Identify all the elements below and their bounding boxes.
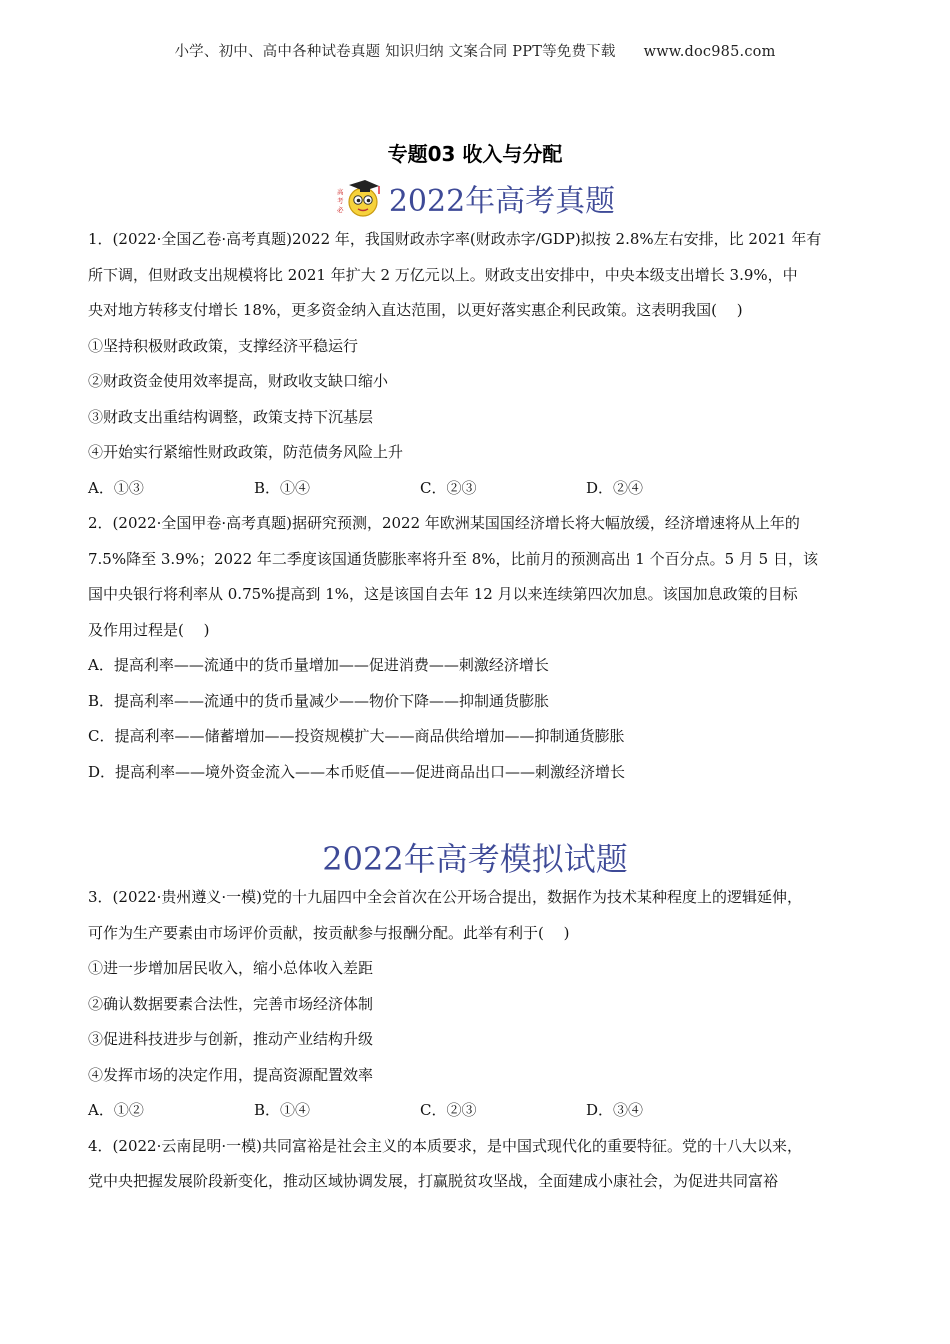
option-c[interactable]: C．提高利率——储蓄增加——投资规模扩大——商品供给增加——抑制通货膨胀 [88,727,625,745]
statement-item: ②确认数据要素合法性，完善市场经济体制 [88,994,374,1013]
statement-item: ①进一步增加居民收入，缩小总体收入差距 [88,959,374,977]
option-c[interactable]: C．②③ [420,1101,477,1119]
document-title: 专题03 收入与分配 [387,142,563,166]
question-2 [88,506,866,790]
section-banner-text: 2022年高考真题 [388,184,616,219]
option-b[interactable]: B．①④ [254,478,311,497]
option-d[interactable]: D．③④ [586,1101,644,1119]
question-stem-line: 4．(2022·云南昆明·一模)共同富裕是社会主义的本质要求，是中国式现代化的重要特征。党的十八大以来， [88,1136,802,1155]
question-stem-line: 所下调，但财政支出规模将比 2021 年扩大 2 万亿元以上。财政支出安排中，中央本级支出增长 3.9%，中 [88,265,798,284]
section-mock-exam-content [88,880,866,1200]
question-4 [88,1129,866,1200]
option-c[interactable]: C．②③ [420,478,477,497]
header-text: 小学、初中、高中各种试卷真题 知识归纳 文案合同 PPT等免费下载 [174,44,616,60]
option-a[interactable]: A．提高利率——流通中的货币量增加——促进消费——刺激经济增长 [88,656,549,674]
statement-item: ④开始实行紧缩性财政政策，防范债务风险上升 [88,443,404,461]
question-stem-line: 1．(2022·全国乙卷·高考真题)2022 年，我国财政赤字率(财政赤字/GDP)拟按 2.8%左右安排，比 2021 年有 [88,230,822,248]
question-stem-line: 2．(2022·全国甲卷·高考真题)据研究预测，2022 年欧洲某国国经济增长将大幅放缓，经济增速将从上年的 [88,514,800,532]
statement-item: ①坚持积极财政政策，支撑经济平稳运行 [88,336,359,355]
question-stem-line: 7.5%降至 3.9%；2022 年二季度该国通货膨胀率将升至 8%，比前月的预测高出 1 个百分点。5 月 5 日，该 [88,549,818,568]
statement-item: ③财政支出重结构调整，政策支持下沉基层 [88,407,374,426]
question-stem-line: 国中央银行将利率从 0.75%提高到 1%，这是该国自去年 12 月以来连续第四次加息。该国加息政策的目标 [88,585,798,603]
section-banner-real-exam [0,176,950,228]
page-header [0,40,950,61]
question-3 [88,880,866,1129]
statement-item: ③促进科技进步与创新，推动产业结构升级 [88,1030,374,1048]
option-d[interactable]: D．②④ [586,478,644,497]
option-a[interactable]: A．①② [88,1101,144,1119]
answer-options [88,471,866,507]
section-banner-mock-exam [0,834,950,880]
question-stem-line: 党中央把握发展阶段新变化，推动区域协调发展，打赢脱贫攻坚战，全面建成小康社会，为促进共同富裕 [88,1172,779,1190]
question-stem-line: 及作用过程是( ) [88,620,210,639]
question-stem-line: 可作为生产要素由市场评价贡献，按贡献参与报酬分配。此举有利于( ) [88,923,570,942]
option-b[interactable]: B．①④ [254,1101,311,1119]
svg-text:必: 必 [336,206,344,214]
option-b[interactable]: B．提高利率——流通中的货币量减少——物价下降——抑制通货膨胀 [88,691,550,710]
section-real-exam-content [88,222,866,790]
mascot-icon [335,176,383,220]
option-a[interactable]: A．①③ [88,478,144,497]
answer-options [88,1093,866,1129]
option-d[interactable]: D．提高利率——境外资金流入——本币贬值——促进商品出口——刺激经济增长 [88,762,626,781]
statement-item: ②财政资金使用效率提高，财政收支缺口缩小 [88,372,389,390]
question-stem-line: 3．(2022·贵州遵义·一模)党的十九届四中全会首次在公开场合提出，数据作为技术某种程度上的逻辑延伸， [88,888,802,906]
header-url[interactable]: www.doc985.com [643,44,776,60]
statement-item: ④发挥市场的决定作用，提高资源配置效率 [88,1065,374,1084]
question-1 [88,222,866,506]
question-stem-line: 央对地方转移支付增长 18%，更多资金纳入直达范围，以更好落实惠企利民政策。这表明我国( ) [88,301,743,319]
svg-text:高: 高 [336,188,344,196]
section-banner-text: 2022年高考模拟试题 [322,840,628,878]
svg-text:考: 考 [336,197,344,205]
